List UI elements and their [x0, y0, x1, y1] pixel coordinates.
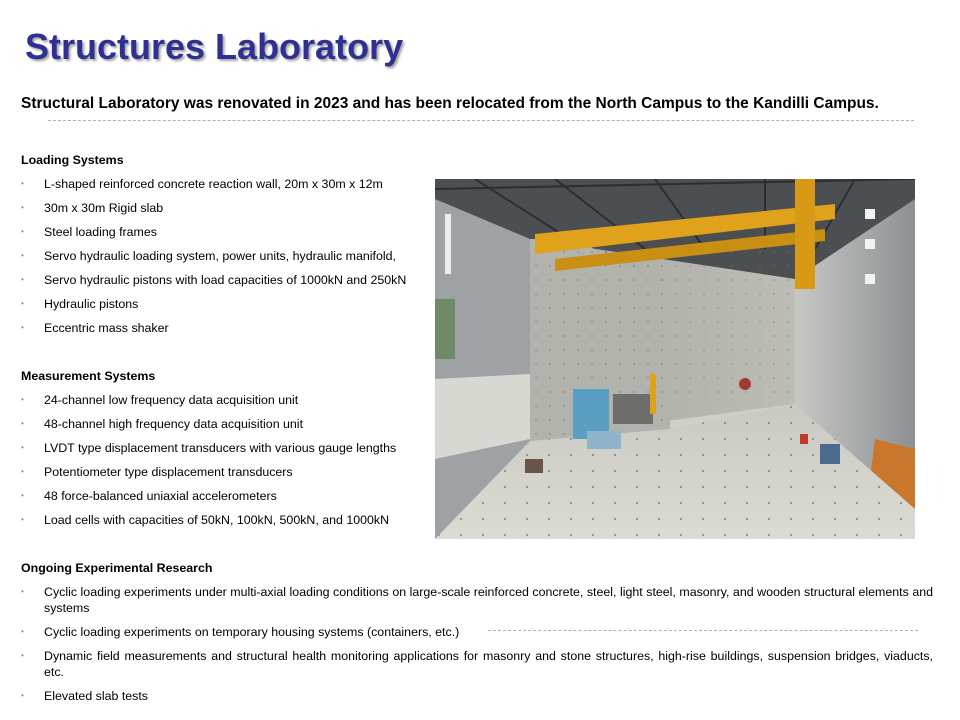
list-item: • 30m x 30m Rigid slab [21, 196, 406, 220]
research-list [21, 584, 933, 704]
laboratory-photo [435, 179, 915, 539]
loading-section [21, 148, 406, 340]
top-divider [48, 120, 914, 121]
list-item: • Dynamic field measurements and structural health monitoring applications for masonry and stone structures, high-rise buildings, suspension bridges, viaducts, etc. [21, 648, 933, 680]
list-item: • LVDT type displacement transducers with various gauge lengths [21, 436, 396, 460]
research-section [21, 556, 933, 712]
list-item: • Hydraulic pistons [21, 292, 406, 316]
measurement-list [21, 388, 396, 532]
list-item: • Servo hydraulic pistons with load capacities of 1000kN and 250kN [21, 268, 406, 292]
list-item: • Eccentric mass shaker [21, 316, 406, 340]
list-item: • L-shaped reinforced concrete reaction wall, 20m x 30m x 12m [21, 172, 406, 196]
list-item: • Potentiometer type displacement transducers [21, 460, 396, 484]
measurement-heading: Measurement Systems [21, 369, 156, 383]
loading-list [21, 172, 406, 340]
research-heading: Ongoing Experimental Research [21, 561, 213, 575]
list-item: • 48-channel high frequency data acquisition unit [21, 412, 396, 436]
list-item: • Servo hydraulic loading system, power units, hydraulic manifold, [21, 244, 406, 268]
list-item: • 24-channel low frequency data acquisition unit [21, 388, 396, 412]
page-title: Structures Laboratory [25, 26, 404, 67]
list-item: • Cyclic loading experiments under multi-axial loading conditions on large-scale reinforced concrete, steel, light steel, masonry, and wooden structural elements and systems [21, 584, 933, 616]
bottom-divider [488, 630, 918, 631]
laboratory-illustration [435, 179, 915, 539]
list-item: • Steel loading frames [21, 220, 406, 244]
list-item: • Cyclic loading experiments on temporary housing systems (containers, etc.) [21, 624, 933, 640]
list-item: • Elevated slab tests [21, 688, 933, 704]
measurement-section [21, 364, 396, 532]
list-item: • Load cells with capacities of 50kN, 100kN, 500kN, and 1000kN [21, 508, 396, 532]
list-item: • 48 force-balanced uniaxial accelerometers [21, 484, 396, 508]
loading-heading: Loading Systems [21, 153, 124, 167]
page-subtitle: Structural Laboratory was renovated in 2023 and has been relocated from the North Campus to the Kandilli Campus. [21, 95, 879, 112]
